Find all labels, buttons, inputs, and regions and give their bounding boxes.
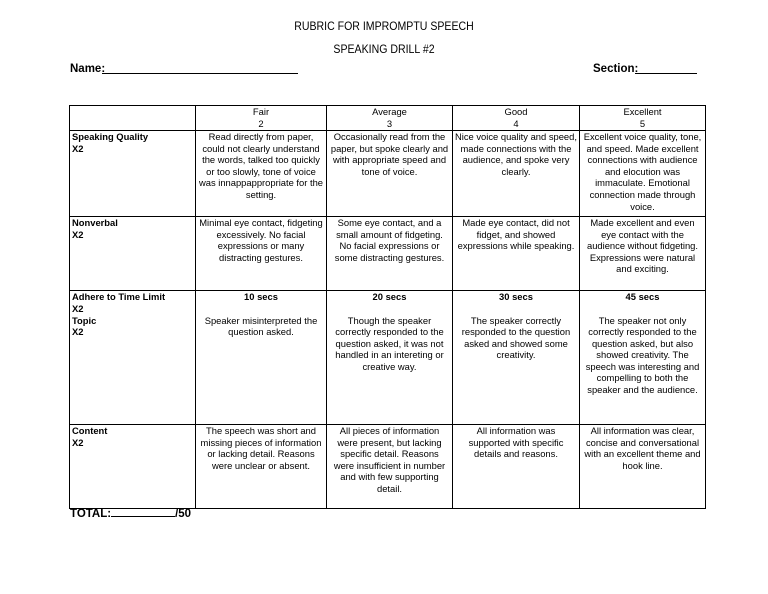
time-cell: 30 secs xyxy=(453,291,580,315)
criterion-label xyxy=(70,425,196,509)
criterion-label xyxy=(70,315,196,425)
criterion-name: Nonverbal xyxy=(72,217,118,228)
criterion-label xyxy=(70,291,196,315)
criterion-multiplier: X2 xyxy=(72,302,84,314)
document-title: RUBRIC FOR IMPROMPTU SPEECH xyxy=(294,19,474,33)
descriptor-cell: All information was clear, concise and conversational with an excellent theme and hook line. xyxy=(580,425,706,509)
time-cell: 10 secs xyxy=(196,291,327,315)
criterion-name: Topic xyxy=(72,314,97,326)
header-row xyxy=(70,106,706,131)
name-blank-line[interactable] xyxy=(102,73,298,74)
total-score xyxy=(70,507,191,520)
criterion-row-nonverbal xyxy=(70,217,706,291)
descriptor-cell: Nice voice quality and speed, made connections with the audience, and spoke very clearly. xyxy=(453,131,580,217)
descriptor-cell: Made eye contact, did not fidget, and showed expressions while speaking. xyxy=(453,217,580,291)
rubric-table xyxy=(69,105,706,509)
criterion-name: Speaking Quality xyxy=(72,131,149,142)
total-max: /50 xyxy=(175,508,192,520)
level-header-good xyxy=(453,106,580,131)
level-points: 3 xyxy=(386,117,393,129)
descriptor-cell: Speaker misinterpreted the question asked. xyxy=(196,315,327,425)
criterion-multiplier: X2 xyxy=(72,326,84,338)
level-points: 5 xyxy=(639,117,646,129)
criterion-multiplier: X2 xyxy=(72,142,84,154)
criterion-multiplier: X2 xyxy=(72,228,84,240)
descriptor-cell: Made excellent and even eye contact with the audience without fidgeting. Expressions were natural and exciting. xyxy=(580,217,706,291)
criterion-name: Content xyxy=(72,425,108,436)
total-blank-line[interactable] xyxy=(111,507,175,517)
criterion-label xyxy=(70,217,196,291)
level-label: Excellent xyxy=(623,106,662,117)
descriptor-cell: All information was supported with specific details and reasons. xyxy=(453,425,580,509)
header-corner-cell xyxy=(70,106,196,131)
section-blank-line[interactable] xyxy=(635,73,697,74)
criterion-name: Adhere to Time Limit xyxy=(72,291,166,302)
descriptor-cell: Minimal eye contact, fidgeting excessively. No facial expressions or many distracting gestures. xyxy=(196,217,327,291)
total-label: TOTAL: xyxy=(70,508,112,520)
name-label: Name: xyxy=(70,63,106,75)
descriptor-cell: Excellent voice quality, tone, and speed. Made excellent connections with audience and elocution was immaculate. Emotional connection made through voice. xyxy=(580,131,706,217)
criterion-row-time-limit xyxy=(70,291,706,315)
level-label: Good xyxy=(504,106,528,117)
level-points: 2 xyxy=(258,117,264,129)
level-label: Fair xyxy=(252,106,270,117)
criterion-row-content xyxy=(70,425,706,509)
level-points: 4 xyxy=(513,117,519,129)
descriptor-cell: The speech was short and missing pieces of information or lacking detail. Reasons were unclear or absent. xyxy=(196,425,327,509)
level-header-average xyxy=(327,106,453,131)
level-header-excellent xyxy=(580,106,706,131)
descriptor-cell: All pieces of information were present, but lacking specific detail. Reasons were insufficient in number and with few supporting detail. xyxy=(327,425,453,509)
level-label: Average xyxy=(372,106,407,117)
criterion-row-topic xyxy=(70,315,706,425)
section-label: Section: xyxy=(593,63,639,75)
level-header-fair xyxy=(196,106,327,131)
descriptor-cell: Occasionally read from the paper, but spoke clearly and with appropriate speed and tone of voice. xyxy=(327,131,453,217)
descriptor-cell: Though the speaker correctly responded to the question asked, it was not handled in an intereting or creative way. xyxy=(327,315,453,425)
time-cell: 45 secs xyxy=(580,291,706,315)
criterion-row-speaking-quality xyxy=(70,131,706,217)
document-subtitle: SPEAKING DRILL #2 xyxy=(333,42,435,56)
criterion-multiplier: X2 xyxy=(72,436,84,448)
criterion-label xyxy=(70,131,196,217)
time-cell: 20 secs xyxy=(327,291,453,315)
descriptor-cell: The speaker not only correctly responded to the question asked, but also showed creativity. The speech was interesting and compelling to both the speaker and the audience. xyxy=(580,315,706,425)
descriptor-cell: Read directly from paper, could not clearly understand the words, talked too quickly or too slowly, tone of voice was innappappropriate for the setting. xyxy=(196,131,327,217)
descriptor-cell: The speaker correctly responded to the question asked and showed some creativity. xyxy=(453,315,580,425)
descriptor-cell: Some eye contact, and a small amount of fidgeting. No facial expressions or some distracting gestures. xyxy=(327,217,453,291)
